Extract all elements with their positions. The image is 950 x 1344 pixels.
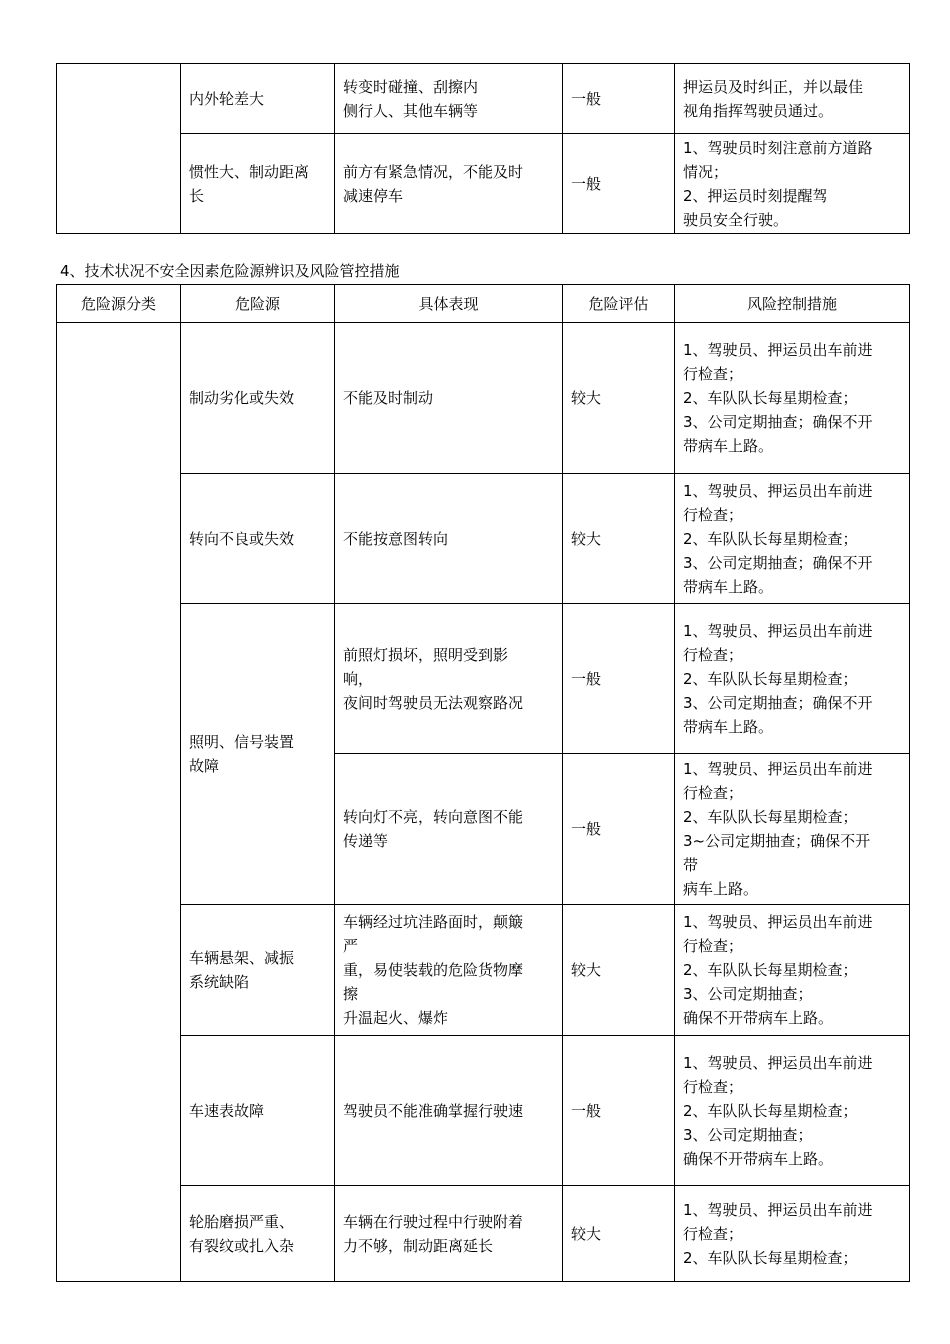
table-top-continued — [56, 63, 910, 234]
table-header-row — [57, 285, 910, 323]
header-assessment: 危险评估 — [563, 285, 675, 323]
measures-cell: 1、驾驶员、押运员出车前进 行检查； 2、车队队长每星期检查； 3、公司定期抽查；确保不开 带病车上路。 — [675, 604, 910, 754]
table-row — [57, 323, 910, 474]
table-row — [57, 474, 910, 604]
measures-cell: 1、驾驶员、押运员出车前进 行检查； 2、车队队长每星期检查； 3、公司定期抽查； 确保不开带病车上路。 — [675, 905, 910, 1036]
table-row — [57, 1186, 910, 1282]
measures-cell: 1、驾驶员、押运员出车前进 行检查； 2、车队队长每星期检查； 3~公司定期抽查；确保不开 带 病车上路。 — [675, 754, 910, 905]
measures-cell: 1、驾驶员、押运员出车前进 行检查； 2、车队队长每星期检查； 3、公司定期抽查； 确保不开带病车上路。 — [675, 1036, 910, 1186]
assessment-cell: 一般 — [563, 64, 675, 134]
manifestation-cell: 驾驶员不能准确掌握行驶速 — [335, 1036, 563, 1186]
table-row — [57, 1036, 910, 1186]
assessment-cell: 一般 — [563, 604, 675, 754]
header-category: 危险源分类 — [57, 285, 181, 323]
manifestation-cell: 车辆经过坑洼路面时，颠簸 严 重，易使装载的危险货物摩 擦 升温起火、爆炸 — [335, 905, 563, 1036]
hazard-cell: 轮胎磨损严重、 有裂纹或扎入杂 — [181, 1186, 335, 1282]
table-main — [56, 284, 910, 1282]
measures-cell: 1、驾驶员、押运员出车前进 行检查； 2、车队队长每星期检查； — [675, 1186, 910, 1282]
category-cell — [57, 323, 181, 1282]
assessment-cell: 一般 — [563, 754, 675, 905]
hazard-cell: 制动劣化或失效 — [181, 323, 335, 474]
assessment-cell: 一般 — [563, 134, 675, 234]
table-row — [57, 905, 910, 1036]
assessment-cell: 较大 — [563, 905, 675, 1036]
manifestation-cell: 转向灯不亮，转向意图不能 传递等 — [335, 754, 563, 905]
table-row — [57, 64, 910, 134]
manifestation-cell: 不能及时制动 — [335, 323, 563, 474]
manifestation-cell: 车辆在行驶过程中行驶附着 力不够，制动距离延长 — [335, 1186, 563, 1282]
hazard-cell: 车辆悬架、减振 系统缺陷 — [181, 905, 335, 1036]
hazard-cell: 照明、信号装置 故障 — [181, 604, 335, 905]
assessment-cell: 较大 — [563, 1186, 675, 1282]
manifestation-cell: 转变时碰撞、刮擦内 侧行人、其他车辆等 — [335, 64, 563, 134]
assessment-cell: 一般 — [563, 1036, 675, 1186]
header-manifestation: 具体表现 — [335, 285, 563, 323]
measures-cell: 1、驾驶员、押运员出车前进 行检查； 2、车队队长每星期检查； 3、公司定期抽查；确保不开 带病车上路。 — [675, 474, 910, 604]
header-hazard: 危险源 — [181, 285, 335, 323]
hazard-cell: 转向不良或失效 — [181, 474, 335, 604]
manifestation-cell: 不能按意图转向 — [335, 474, 563, 604]
hazard-cell: 惯性大、制动距离 长 — [181, 134, 335, 234]
table-row — [57, 604, 910, 754]
measures-cell: 1、驾驶员、押运员出车前进 行检查； 2、车队队长每星期检查； 3、公司定期抽查；确保不开 带病车上路。 — [675, 323, 910, 474]
manifestation-cell: 前方有紧急情况，不能及时 减速停车 — [335, 134, 563, 234]
section-title: 4、技术状况不安全因素危险源辨识及风险管控措施 — [60, 262, 400, 280]
assessment-cell: 较大 — [563, 323, 675, 474]
hazard-cell: 内外轮差大 — [181, 64, 335, 134]
measures-cell: 押运员及时纠正，并以最佳 视角指挥驾驶员通过。 — [675, 64, 910, 134]
table-row — [57, 134, 910, 234]
category-cell — [57, 64, 181, 234]
manifestation-cell: 前照灯损坏，照明受到影 响， 夜间时驾驶员无法观察路况 — [335, 604, 563, 754]
measures-cell: 1、驾驶员时刻注意前方道路 情况； 2、押运员时刻提醒驾 驶员安全行驶。 — [675, 134, 910, 234]
assessment-cell: 较大 — [563, 474, 675, 604]
header-measures: 风险控制措施 — [675, 285, 910, 323]
hazard-cell: 车速表故障 — [181, 1036, 335, 1186]
